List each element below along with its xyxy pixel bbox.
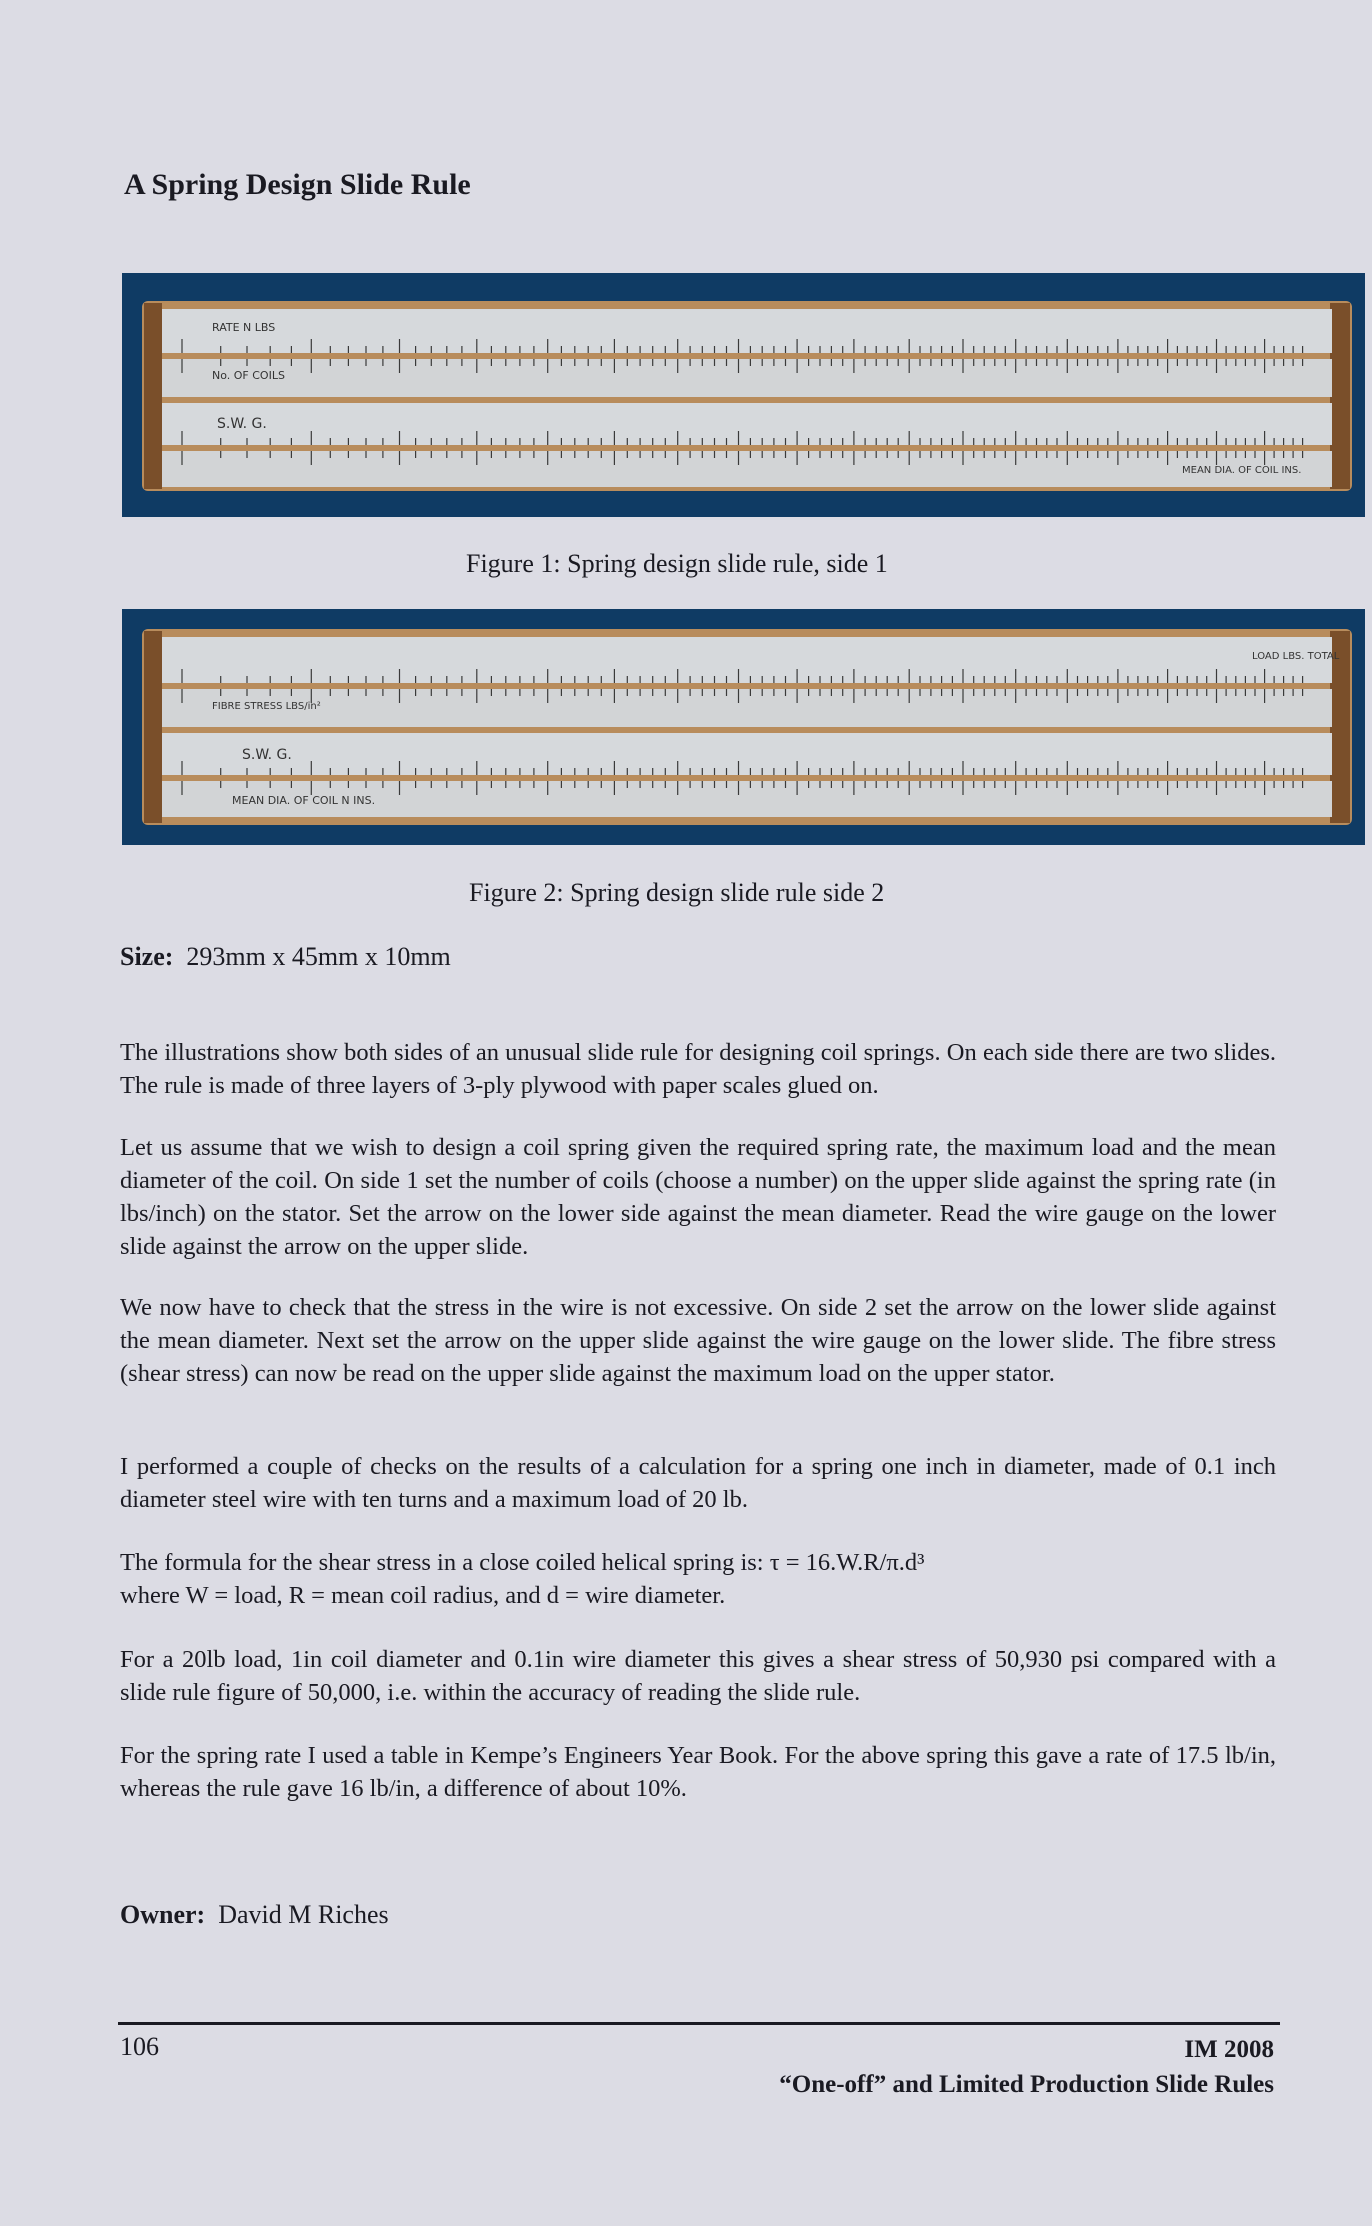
swg-label: S.W. G. <box>217 416 267 432</box>
mean-dia-label: MEAN DIA. OF COIL N INS. <box>232 794 376 807</box>
footer-divider <box>118 2022 1280 2025</box>
formula-line: The formula for the shear stress in a close coiled helical spring is: τ = 16.W.R/π.d³ <box>120 1549 925 1576</box>
paragraph-7: For the spring rate I used a table in Kempe’s Engineers Year Book. For the above spring this gave a rate of 17.5 lb/in, whereas the rule gave 16 lb/in, a difference of about 10%. <box>120 1742 1276 1802</box>
slide-rule-side-1-image <box>122 273 1365 517</box>
paragraph-1: The illustrations show both sides of an unusual slide rule for designing coil springs. On each side there are two slides. The rule is made of three layers of 3-ply plywood with paper scales glued on. <box>120 1039 1276 1099</box>
owner-value: David M Riches <box>218 1900 389 1929</box>
owner-label: Owner: <box>120 1900 206 1929</box>
paragraph-2: Let us assume that we wish to design a coil spring given the required spring rate, the maximum load and the mean diameter of the coil. On side 1 set the number of coils (choose a number) on the upper slide against the spring rate (in lbs/inch) on the stator. Set the arrow on the lower side against the mean diameter. Read the wire gauge on the lower slide against the arrow on the upper slide. <box>120 1134 1276 1260</box>
coils-label: No. OF COILS <box>212 369 285 382</box>
load-label: LOAD LBS. TOTAL <box>1252 651 1340 662</box>
owner-line <box>120 1900 389 1930</box>
footer-journal <box>779 2032 1274 2102</box>
figure-1-photo <box>122 273 1365 517</box>
fibre-stress-label: FIBRE STRESS LBS/in² <box>212 701 321 712</box>
size-line <box>120 942 451 972</box>
slide-rule-side-2-image <box>122 609 1365 845</box>
figure-2-caption: Figure 2: Spring design slide rule side 2 <box>469 878 885 907</box>
journal-name: IM 2008 <box>1184 2036 1274 2063</box>
paragraph-6: For a 20lb load, 1in coil diameter and 0.1in wire diameter this gives a shear stress of 50,930 psi compared with a slide rule figure of 50,000, i.e. within the accuracy of reading the slide rule. <box>120 1646 1276 1706</box>
mean-dia-label: MEAN DIA. OF COIL INS. <box>1182 465 1302 476</box>
size-value: 293mm x 45mm x 10mm <box>186 942 451 971</box>
rate-label: RATE N LBS <box>212 321 276 334</box>
size-label: Size: <box>120 942 174 971</box>
page-title: A Spring Design Slide Rule <box>124 168 471 201</box>
figure-2-photo <box>122 609 1365 845</box>
formula-definitions: where W = load, R = mean coil radius, and d = wire diameter. <box>120 1582 726 1609</box>
paragraph-5 <box>120 1546 1276 1612</box>
swg-label: S.W. G. <box>242 747 292 763</box>
journal-subtitle: “One-off” and Limited Production Slide Rules <box>779 2071 1274 2098</box>
paragraph-4: I performed a couple of checks on the results of a calculation for a spring one inch in diameter, made of 0.1 inch diameter steel wire with ten turns and a maximum load of 20 lb. <box>120 1453 1276 1513</box>
page-number: 106 <box>120 2032 159 2061</box>
figure-1-caption: Figure 1: Spring design slide rule, side 1 <box>466 549 888 578</box>
paragraph-3: We now have to check that the stress in the wire is not excessive. On side 2 set the arrow on the lower slide against the mean diameter. Next set the arrow on the upper slide against the wire gauge on the lower slide. The fibre stress (shear stress) can now be read on the upper slide against the maximum load on the upper stator. <box>120 1294 1276 1387</box>
